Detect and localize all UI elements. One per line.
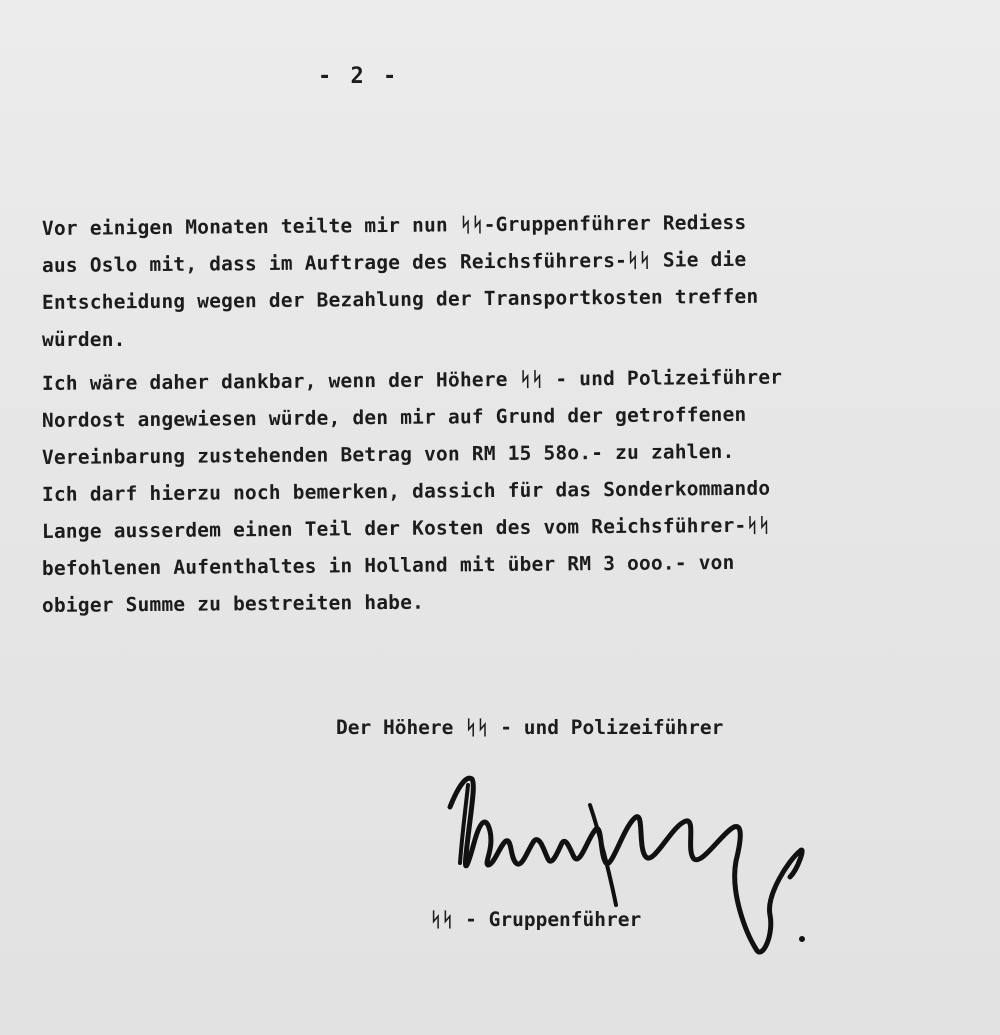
handwritten-signature — [440, 765, 820, 975]
paragraph-1 — [42, 210, 992, 358]
text-line: Ich wäre daher dankbar, wenn der Höhere ᛋᛋ - und Polizeiführer — [41, 365, 783, 395]
text-line: Vor einigen Monaten teilte mir nun ᛋᛋ-Gruppenführer Rediess — [41, 210, 747, 240]
closing-title: Der Höhere ᛋᛋ - und Polizeiführer — [336, 716, 724, 739]
text-line: Lange ausserdem einen Teil der Kosten des vom Reichsführer-ᛋᛋ — [41, 513, 771, 543]
text-line: Nordost angewiesen würde, den mir auf Grund der getroffenen — [41, 402, 747, 432]
text-line: Ich darf hierzu noch bemerken, dassich für das Sonderkommando — [41, 476, 771, 506]
page-number: - 2 - — [318, 64, 400, 89]
paragraph-2 — [42, 365, 992, 624]
text-line: Vereinbarung zustehenden Betrag von RM 15 58o.- zu zahlen. — [41, 439, 735, 469]
signature-rank: ᛋᛋ - Gruppenführer — [430, 908, 642, 931]
text-line: aus Oslo mit, dass im Auftrage des Reichsführers-ᛋᛋ Sie die — [41, 247, 747, 277]
text-line: obiger Summe zu bestreiten habe. — [41, 590, 425, 617]
text-line: würden. — [42, 328, 126, 351]
letter-body — [42, 210, 992, 624]
text-line: Entscheidung wegen der Bezahlung der Transportkosten treffen — [41, 284, 759, 314]
text-line: befohlenen Aufenthaltes in Holland mit über RM 3 ooo.- von — [41, 550, 735, 580]
